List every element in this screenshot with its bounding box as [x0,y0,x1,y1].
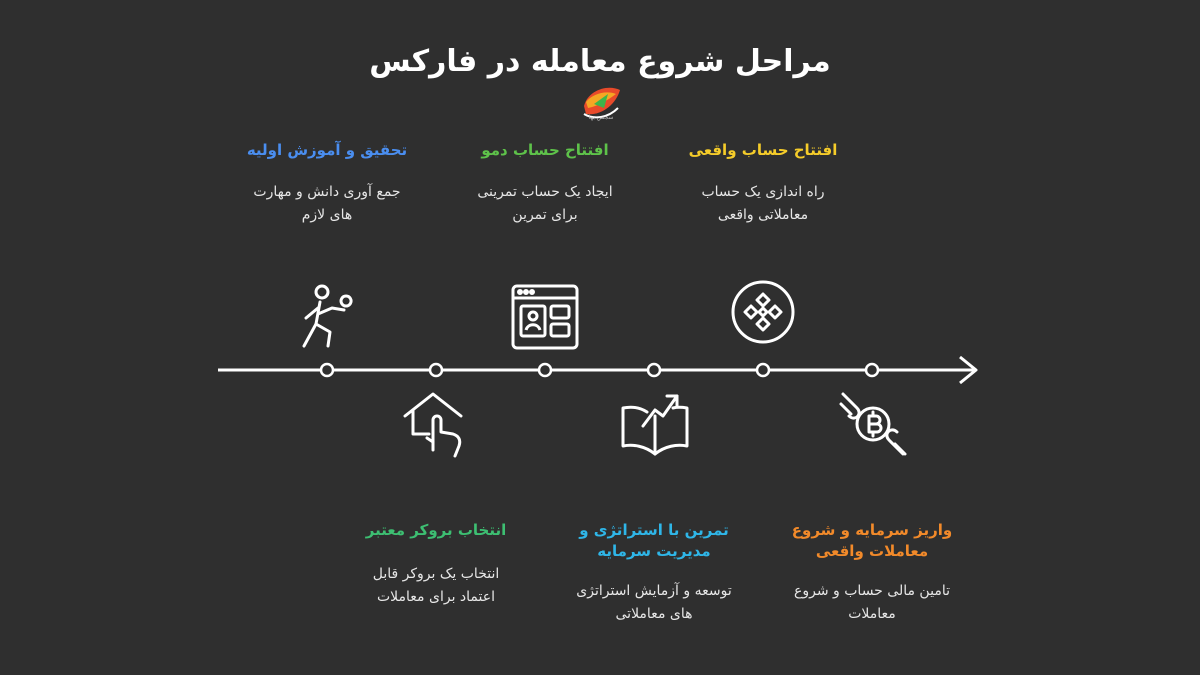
stage-description-line: انتخاب یک بروکر قابل [372,566,500,582]
stage-deposit-start [757,520,987,626]
stage-research [212,140,442,227]
stage-choose-broker [321,520,551,609]
timeline-node-2 [430,364,442,376]
stage-heading-line-2: مدیریت سرمایه [597,542,711,560]
stage-heading: افتتاح حساب دمو [481,141,609,159]
stage-description-line: برای تمرین [512,207,578,223]
stage-heading: انتخاب بروکر معتبر [365,521,507,539]
running-person-icon [288,278,368,358]
stage-practice-strategy [539,520,769,626]
logo-caption: سجس بها [588,114,614,121]
stage-description-line: اعتماد برای معاملات [377,589,495,605]
book-growth-icon [615,386,695,466]
stage-description-line: راه اندازی یک حساب [701,184,825,200]
stage-description [539,580,769,626]
stage-description-line: های لازم [301,207,353,223]
binance-coin-icon [723,278,803,358]
stage-heading: تمرین با استراتژی و [579,521,729,539]
stage-heading-line-2: معاملات واقعی [815,542,929,560]
bitcoin-hand-icon [833,386,913,466]
stage-heading: افتتاح حساب واقعی [688,141,838,159]
stage-description-line: توسعه و آزمایش استراتژی [576,583,732,599]
stage-demo-account [430,140,660,227]
stage-description [430,181,660,227]
stage-description-line: جمع آوری دانش و مهارت [253,184,401,200]
stage-heading: تحقیق و آموزش اولیه [246,141,408,159]
stage-description-line: های معاملاتی [615,606,693,622]
timeline-node-3 [539,364,551,376]
timeline-node-6 [866,364,878,376]
stage-description [321,563,551,609]
stage-heading: واریز سرمایه و شروع [791,521,953,539]
timeline-node-5 [757,364,769,376]
stage-description-line: معاملات [848,606,896,622]
stage-description [212,181,442,227]
timeline-node-4 [648,364,660,376]
stage-real-account [648,140,878,227]
timeline-node-1 [321,364,333,376]
stage-description-line: معاملاتی واقعی [717,207,809,223]
stage-description-line: تامین مالی حساب و شروع [794,583,950,599]
page-title: مراحل شروع معامله در فارکس [369,44,831,79]
stage-description-line: ایجاد یک حساب تمرینی [477,184,613,200]
stage-description [757,580,987,626]
stage-description [648,181,878,227]
browser-dashboard-icon [505,278,585,358]
house-touch-icon [397,386,477,466]
